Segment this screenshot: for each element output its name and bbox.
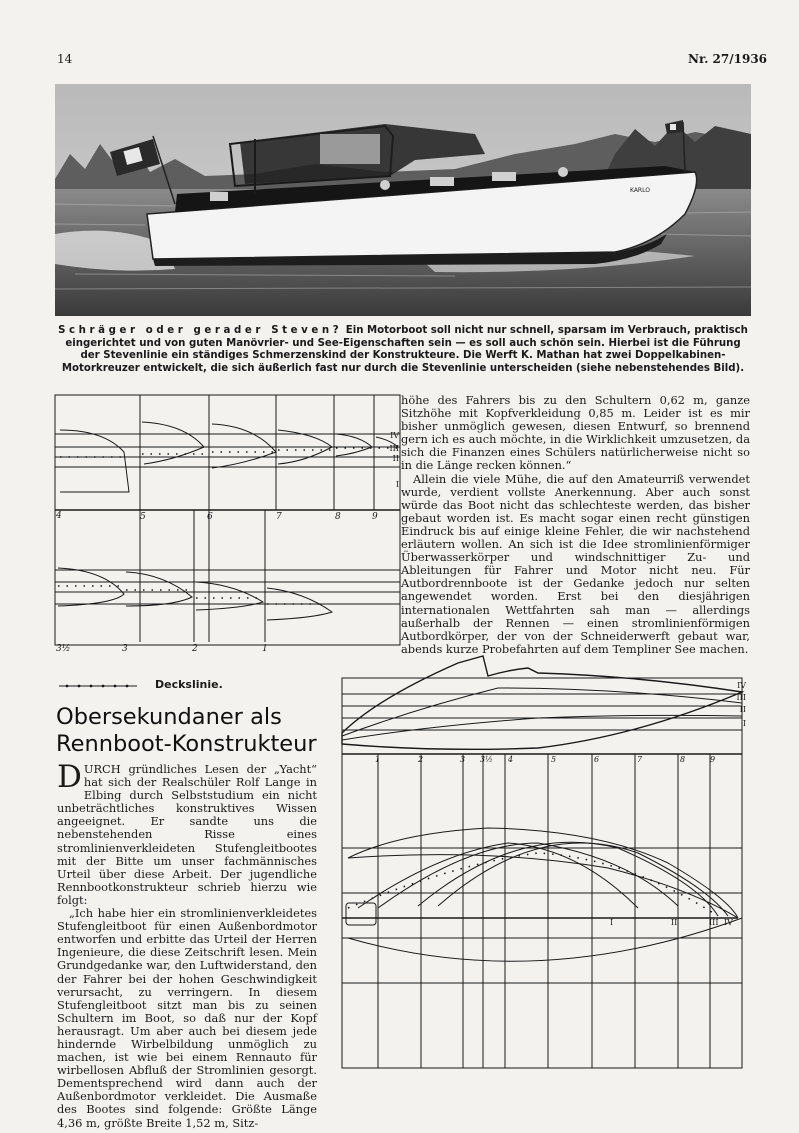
- p2-station-3: 3: [460, 755, 466, 764]
- station-2-label: 2: [192, 644, 198, 654]
- p2-station-6: 6: [594, 755, 600, 764]
- p2-wl-II: II: [739, 705, 746, 714]
- station-3-5-label: 3½: [56, 644, 71, 654]
- hull-name-text: KARLO: [630, 187, 650, 194]
- plan-IV-label: IV: [724, 918, 733, 927]
- article-text-left: [57, 759, 317, 1130]
- p2-station-8: 8: [680, 755, 686, 764]
- station-3-label: 3: [122, 644, 128, 654]
- p2-station-5: 5: [551, 755, 557, 764]
- plan-I-label: I: [610, 918, 614, 927]
- station-5-label: 5: [140, 512, 146, 522]
- photo-caption: [55, 325, 751, 375]
- wl-IV-label: IV: [390, 431, 399, 440]
- article-column-left: [57, 759, 317, 1130]
- legend-label: Deckslinie.: [155, 678, 223, 691]
- article-paragraph-2-cont: höhe des Fahrers bis zu den Schultern 0,62 m, ganze Sitzhöhe mit Kopfverkleidung 0,85 m. Leider ist es mir bisher unmöglich gewesen, diesen Entwurf, so brennend gern ich es auch möchte, in die Wirklichkeit umzusetzen, da sich die Finanzen eines Schülers natürlicherweise nicht so in die Länge recken können.“: [401, 393, 750, 473]
- issue-number: Nr. 27/1936: [688, 52, 768, 66]
- plan-III-label: III: [709, 918, 719, 927]
- station-4-label: 4: [56, 511, 62, 521]
- station-8-label: 8: [335, 512, 341, 522]
- article-column-right: [401, 394, 750, 656]
- drop-cap: D: [57, 759, 82, 795]
- station-6-label: 6: [207, 512, 213, 522]
- article-headline: Obersekundaner als Rennboot-Konstrukteur: [56, 704, 317, 757]
- p2-wl-III: III: [736, 693, 746, 702]
- caption-lead: Schräger oder gerader Steven?: [58, 325, 343, 336]
- article-text-right: [401, 394, 750, 656]
- p2-station-7: 7: [637, 755, 643, 764]
- wl-I-label: I: [395, 480, 399, 489]
- motorboat-photo: [55, 84, 751, 316]
- station-1-label: 1: [262, 644, 268, 654]
- article-paragraph-3: Allein die viele Mühe, die auf den Amateurriß verwendet wurde, verdient vollste Anerkennung. Aber auch sonst würde das Boot nicht das schlechteste werden, das bisher gebaut worden ist. Es macht sogar einen recht günstigen Eindruck bis auf einige kleine Fehler, die wir nachstehend erläutern wollen. An sich ist die Idee stromlinienförmiger Überwasserkörper und windschnittiger Zu- und Ableitungen für Fahrer und Motor nicht neu. Für Autbordrennboote ist der Gedanke jedoch nur selten angewendet worden. Erst bei den diesjährigen internationalen Wettfahrten sah man — allerdings außerhalb der Rennen — einen stromlinienförmigen Autbordkörper, der von der Schneiderwerft gebaut war, abends kurze Probefahrten auf dem Templiner See machen.: [401, 471, 750, 656]
- lines-plan-drawing: [338, 648, 750, 1070]
- p2-station-3-5: 3½: [480, 755, 493, 764]
- body-plan-drawing: [54, 392, 398, 652]
- station-9-label: 9: [372, 512, 378, 522]
- motorboat-illustration: [55, 84, 751, 316]
- caption-text: Ein Motorboot soll nicht nur schnell, sparsam im Verbrauch, praktisch eingerichtet und von guten Manövrier- und See-Eigenschaften sein — es soll auch schön sein. Hierbei ist die Führung der Stevenlinie ein ständiges Schmerzenskind der Konstrukteure. Die Werft K. Mathan hat zwei Doppelkabinen-Motorkreuzer entwickelt, die sich äußerlich fast nur durch die Stevenlinie unterscheiden (siehe nebenstehendes Bild).: [61, 325, 748, 374]
- station-7-label: 7: [276, 512, 282, 522]
- article-paragraph-1: DURCH gründliches Lesen der „Yacht“ hat sich der Realschüler Rolf Lange in Elbing durch Selbststudium ein nicht unbeträchtliches konstruktives Wissen angeeignet. Er sandte uns die nebenstehenden Risse eines stromlinienverkleideten Stufengleitbootes mit der Bitte um unser fachmännisches Urteil über diese Arbeit. Der jugendliche Rennbootkonstrukteur schrieb hierzu wie folgt:: [57, 759, 317, 907]
- page-number: 14: [57, 52, 73, 66]
- plan-II-label: II: [671, 918, 678, 927]
- p2-wl-IV: IV: [737, 681, 746, 690]
- p2-station-4: 4: [508, 755, 514, 764]
- p2-wl-I: I: [742, 719, 746, 728]
- wl-III-label: III: [389, 444, 399, 453]
- article-paragraph-2: „Ich habe hier ein stromlinienverkleidetes Stufengleitboot für einen Außenbordmotor entworfen und erbitte das Urteil der Herren Ingenieure, die diese Zeitschrift lesen. Mein Grundgedanke war, den Luftwiderstand, den der Fahrer bei der hohen Geschwindigkeit verursacht, zu verringern. In diesem Stufengleitboot sitzt man bis zu seinen Schultern im Boot, so daß nur der Kopf herausragt. Um aber auch bei diesem jede hindernde Wirbelbildung unmöglich zu machen, ist wie bei einem Rennauto für wirbellosen Abfluß der Stromlinien gesorgt. Dementsprechend wird dann auch der Außenbordmotor verkleidet. Die Ausmaße des Bootes sind folgende: Größte Länge 4,36 m, größte Breite 1,52 m, Sitz-: [57, 906, 317, 1130]
- p2-station-9: 9: [710, 755, 716, 764]
- wl-II-label: II: [392, 454, 399, 463]
- p2-station-1: 1: [375, 755, 381, 764]
- p2-station-2: 2: [418, 755, 424, 764]
